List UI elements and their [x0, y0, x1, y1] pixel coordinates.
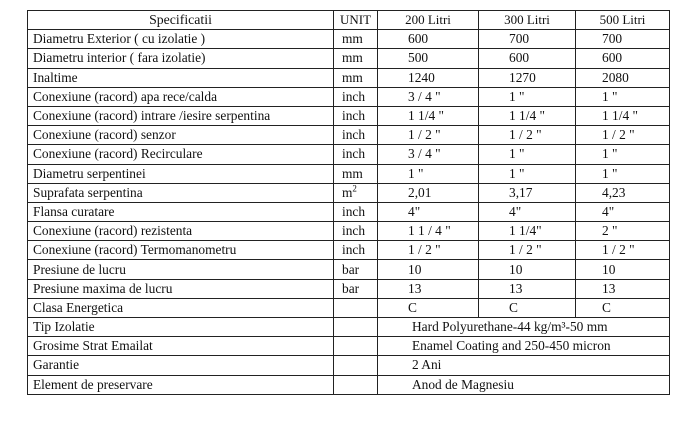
- value-200-cell: 13: [378, 279, 479, 298]
- unit-cell: inch: [334, 241, 378, 260]
- unit-cell: [334, 298, 378, 317]
- unit-cell: bar: [334, 260, 378, 279]
- table-row: [28, 260, 670, 279]
- header-500-litri: 500 Litri: [576, 11, 670, 30]
- value-300-cell: 13: [479, 279, 576, 298]
- value-500-cell: 10: [576, 260, 670, 279]
- value-500-cell: C: [576, 298, 670, 317]
- header-row: [28, 11, 670, 30]
- value-300-cell: 3,17: [479, 183, 576, 202]
- spec-cell: Presiune de lucru: [28, 260, 334, 279]
- value-300-cell: 1 1/4": [479, 222, 576, 241]
- table-row: [28, 106, 670, 125]
- unit-cell: inch: [334, 106, 378, 125]
- unit-cell: inch: [334, 126, 378, 145]
- value-300-cell: 1 ": [479, 87, 576, 106]
- merged-value-cell: 2 Ani: [378, 356, 670, 375]
- table-row: [28, 298, 670, 317]
- value-200-cell: 3 / 4 ": [378, 145, 479, 164]
- spec-cell: Diametru serpentinei: [28, 164, 334, 183]
- value-500-cell: 600: [576, 49, 670, 68]
- value-200-cell: 500: [378, 49, 479, 68]
- unit-cell: inch: [334, 222, 378, 241]
- specifications-table: [27, 10, 670, 395]
- table-row: [28, 87, 670, 106]
- spec-cell: Conexiune (racord) rezistenta: [28, 222, 334, 241]
- table-row: [28, 30, 670, 49]
- table-row: [28, 49, 670, 68]
- value-500-cell: 1 ": [576, 87, 670, 106]
- value-200-cell: 10: [378, 260, 479, 279]
- unit-cell: inch: [334, 145, 378, 164]
- header-unit: UNIT: [334, 11, 378, 30]
- value-200-cell: 1 / 2 ": [378, 126, 479, 145]
- table-row: [28, 68, 670, 87]
- header-300-litri: 300 Litri: [479, 11, 576, 30]
- table-row: [28, 202, 670, 221]
- table-row-merged: [28, 375, 670, 394]
- table-row: [28, 241, 670, 260]
- value-500-cell: 2080: [576, 68, 670, 87]
- value-500-cell: 4": [576, 202, 670, 221]
- value-300-cell: 10: [479, 260, 576, 279]
- value-300-cell: 1270: [479, 68, 576, 87]
- unit-cell: [334, 375, 378, 394]
- value-300-cell: 1 1/4 ": [479, 106, 576, 125]
- value-200-cell: 1240: [378, 68, 479, 87]
- unit-cell: mm: [334, 164, 378, 183]
- spec-cell: Diametru interior ( fara izolatie): [28, 49, 334, 68]
- spec-cell: Conexiune (racord) Termomanometru: [28, 241, 334, 260]
- value-500-cell: 1 / 2 ": [576, 241, 670, 260]
- value-200-cell: 4": [378, 202, 479, 221]
- value-200-cell: 1 / 2 ": [378, 241, 479, 260]
- spec-cell: Conexiune (racord) apa rece/calda: [28, 87, 334, 106]
- spec-cell: Diametru Exterior ( cu izolatie ): [28, 30, 334, 49]
- value-200-cell: 1 1/4 ": [378, 106, 479, 125]
- header-specificatii: Specificatii: [28, 11, 334, 30]
- value-200-cell: 600: [378, 30, 479, 49]
- spec-cell: Conexiune (racord) intrare /iesire serpentina: [28, 106, 334, 125]
- value-500-cell: 1 1/4 ": [576, 106, 670, 125]
- unit-cell: mm: [334, 30, 378, 49]
- unit-cell: [334, 318, 378, 337]
- spec-cell: Conexiune (racord) Recirculare: [28, 145, 334, 164]
- table-row-merged: [28, 318, 670, 337]
- table-row-merged: [28, 337, 670, 356]
- unit-cell: mm: [334, 49, 378, 68]
- value-300-cell: 600: [479, 49, 576, 68]
- value-200-cell: 2,01: [378, 183, 479, 202]
- spec-cell: Presiune maxima de lucru: [28, 279, 334, 298]
- spec-cell: Element de preservare: [28, 375, 334, 394]
- unit-cell: bar: [334, 279, 378, 298]
- spec-sheet: [27, 10, 670, 395]
- value-500-cell: 4,23: [576, 183, 670, 202]
- value-500-cell: 1 / 2 ": [576, 126, 670, 145]
- spec-cell: Tip Izolatie: [28, 318, 334, 337]
- spec-cell: Inaltime: [28, 68, 334, 87]
- value-500-cell: 700: [576, 30, 670, 49]
- unit-superscript: 2: [352, 183, 357, 194]
- table-row: [28, 222, 670, 241]
- merged-value-cell: Anod de Magnesiu: [378, 375, 670, 394]
- table-row: [28, 145, 670, 164]
- unit-cell: [334, 356, 378, 375]
- unit-cell: inch: [334, 87, 378, 106]
- value-300-cell: 700: [479, 30, 576, 49]
- value-300-cell: 4": [479, 202, 576, 221]
- spec-cell: Clasa Energetica: [28, 298, 334, 317]
- spec-cell: Grosime Strat Emailat: [28, 337, 334, 356]
- value-300-cell: 1 ": [479, 164, 576, 183]
- table-row: [28, 183, 670, 202]
- value-200-cell: C: [378, 298, 479, 317]
- merged-value-cell: Hard Polyurethane-44 kg/m³-50 mm: [378, 318, 670, 337]
- spec-cell: Flansa curatare: [28, 202, 334, 221]
- value-500-cell: 1 ": [576, 164, 670, 183]
- value-200-cell: 1 ": [378, 164, 479, 183]
- value-500-cell: 1 ": [576, 145, 670, 164]
- value-300-cell: C: [479, 298, 576, 317]
- table-row: [28, 279, 670, 298]
- table-row: [28, 126, 670, 145]
- value-300-cell: 1 / 2 ": [479, 241, 576, 260]
- spec-cell: Garantie: [28, 356, 334, 375]
- unit-cell: inch: [334, 202, 378, 221]
- header-200-litri: 200 Litri: [378, 11, 479, 30]
- unit-cell: [334, 183, 378, 202]
- merged-value-cell: Enamel Coating and 250-450 micron: [378, 337, 670, 356]
- unit-cell: [334, 337, 378, 356]
- value-300-cell: 1 ": [479, 145, 576, 164]
- unit-cell: mm: [334, 68, 378, 87]
- table-row: [28, 164, 670, 183]
- value-200-cell: 3 / 4 ": [378, 87, 479, 106]
- value-300-cell: 1 / 2 ": [479, 126, 576, 145]
- table-row-merged: [28, 356, 670, 375]
- spec-cell: Suprafata serpentina: [28, 183, 334, 202]
- value-500-cell: 2 ": [576, 222, 670, 241]
- value-500-cell: 13: [576, 279, 670, 298]
- unit-text: m: [342, 184, 353, 200]
- value-200-cell: 1 1 / 4 ": [378, 222, 479, 241]
- spec-cell: Conexiune (racord) senzor: [28, 126, 334, 145]
